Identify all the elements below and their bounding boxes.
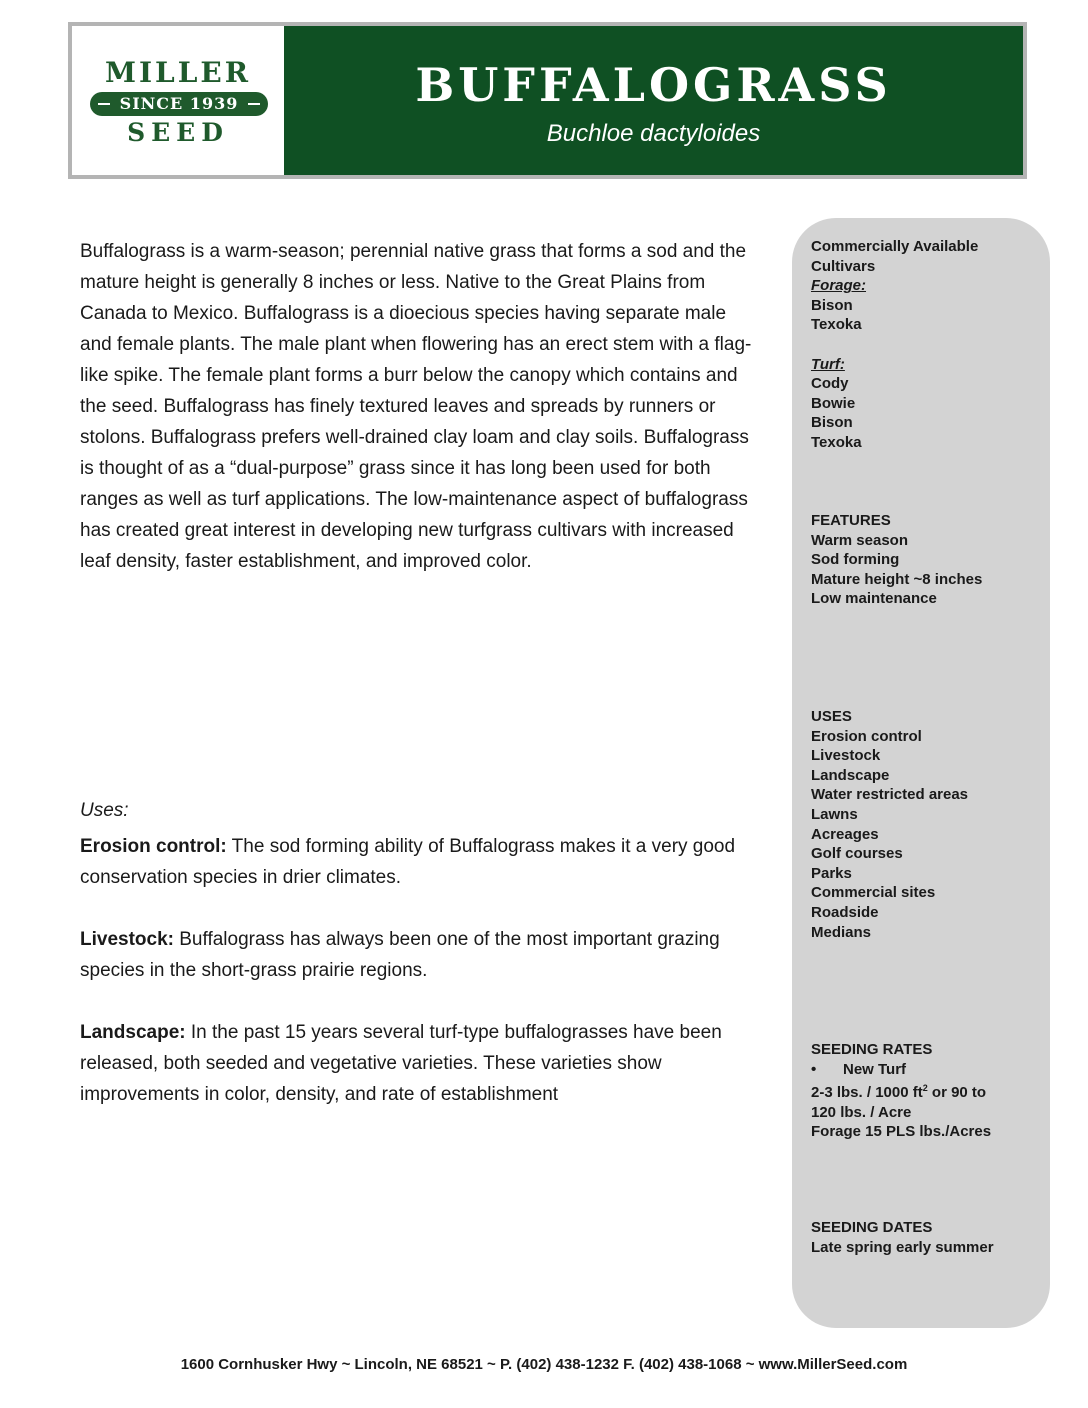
turf-label: Turf:: [811, 355, 845, 373]
turf-cultivar: Bison: [811, 414, 853, 432]
uses-section: [811, 707, 1043, 942]
sidebar-panel: [792, 218, 1050, 1328]
use-text: In the past 15 years several turf-type buffalograsses have been released, both seeded and vegetative varieties. These varieties show improvements in color, density, and rate of establishment: [80, 1022, 722, 1105]
page-title: BUFFALOGRASS: [415, 58, 892, 112]
seeding-dates-section: [811, 1218, 1043, 1257]
title-panel: [284, 26, 1023, 175]
miller-seed-logo: [72, 26, 284, 175]
feature-item: Mature height ~8 inches: [811, 570, 983, 588]
uses-sidebar-heading: USES: [811, 708, 852, 725]
seeding-rate-line: 120 lbs. / Acre: [811, 1103, 912, 1121]
scientific-name: Buchloe dactyloides: [546, 120, 761, 147]
bullet-icon: •: [811, 1060, 817, 1078]
use-item: Acreages: [811, 825, 879, 843]
use-text: The sod forming ability of Buffalograss makes it a very good conservation species in drier climates.: [80, 836, 736, 888]
seeding-rate-line: 2-3 lbs. / 1000 $ft^2$ or 90 to: [811, 1083, 987, 1102]
use-item: Commercial sites: [811, 884, 936, 902]
seeding-dates-heading: SEEDING DATES: [811, 1219, 933, 1236]
header-banner: [68, 22, 1027, 179]
uses-heading: Uses:: [80, 800, 129, 821]
use-term: Livestock:: [80, 929, 174, 950]
logo-miller-text: MILLER: [104, 56, 252, 89]
intro-paragraph: Buffalograss is a warm-season; perennial native grass that forms a sod and the mature height is generally 8 inches or less. Native to the Great Plains from Canada to Mexico. Buffalograss is a dioecious species having separate male and female plants. The male plant when flowering has an erect stem with a flag-like spike. The female plant forms a burr below the canopy which contains and the seed. Buffalograss has finely textured leaves and spreads by runners or stolons. Buffalograss prefers well-drained clay loam and clay soils. Buffalograss is thought of as a “dual-purpose” grass since it has long been used for both ranges as well as turf applications. The low-maintenance aspect of buffalograss has created great interest in developing new turfgrass cultivars with increased leaf density, faster establishment, and improved color.: [80, 241, 752, 572]
logo-since-band: SINCE 1939: [90, 92, 268, 116]
bullet-item: New Turf: [843, 1060, 907, 1078]
use-item: Golf courses: [811, 845, 903, 863]
seeding-rates-heading: SEEDING RATES: [811, 1041, 933, 1058]
use-item: Lawns: [811, 805, 858, 823]
use-item: Landscape: [811, 766, 890, 784]
use-item: Water restricted areas: [811, 786, 969, 804]
cultivars-heading-line1: Commercially Available: [811, 238, 979, 255]
use-item: Erosion control: [811, 727, 922, 745]
use-item: Roadside: [811, 903, 879, 921]
feature-item: Warm season: [811, 531, 908, 549]
use-item: Medians: [811, 923, 872, 941]
seeding-rate-bullet-line: [811, 1060, 1043, 1080]
seeding-rate-line: Forage 15 PLS lbs./Acres: [811, 1123, 992, 1141]
logo-seed-text: SEED: [127, 118, 229, 147]
use-text: Buffalograss has always been one of the most important grazing species in the short-grass prairie regions.: [80, 929, 720, 981]
turf-cultivar: Texoka: [811, 433, 862, 451]
cultivars-heading-line2: Cultivars: [811, 257, 876, 275]
seeding-dates-text: Late spring early summer: [811, 1238, 994, 1256]
features-section: [811, 511, 1043, 609]
feature-item: Low maintenance: [811, 590, 937, 608]
use-livestock: [80, 924, 750, 986]
use-term: Landscape:: [80, 1022, 186, 1043]
forage-label: Forage:: [811, 277, 867, 295]
features-heading: FEATURES: [811, 512, 891, 529]
forage-cultivar: Texoka: [811, 316, 862, 334]
feature-item: Sod forming: [811, 551, 900, 569]
use-item: Parks: [811, 864, 852, 882]
footer-contact: 1600 Cornhusker Hwy ~ Lincoln, NE 68521 ~ P. (402) 438-1232 F. (402) 438-1068 ~ www.MillerSeed.com: [180, 1356, 908, 1373]
forage-cultivar: Bison: [811, 296, 853, 314]
turf-cultivar: Cody: [811, 375, 849, 393]
use-landscape: [80, 1017, 750, 1110]
use-erosion-control: [80, 831, 750, 893]
seeding-rates-section: [811, 1040, 1043, 1142]
cultivars-section: [811, 237, 1043, 453]
use-term: Erosion control:: [80, 836, 227, 857]
turf-cultivar: Bowie: [811, 394, 856, 412]
use-item: Livestock: [811, 747, 881, 765]
